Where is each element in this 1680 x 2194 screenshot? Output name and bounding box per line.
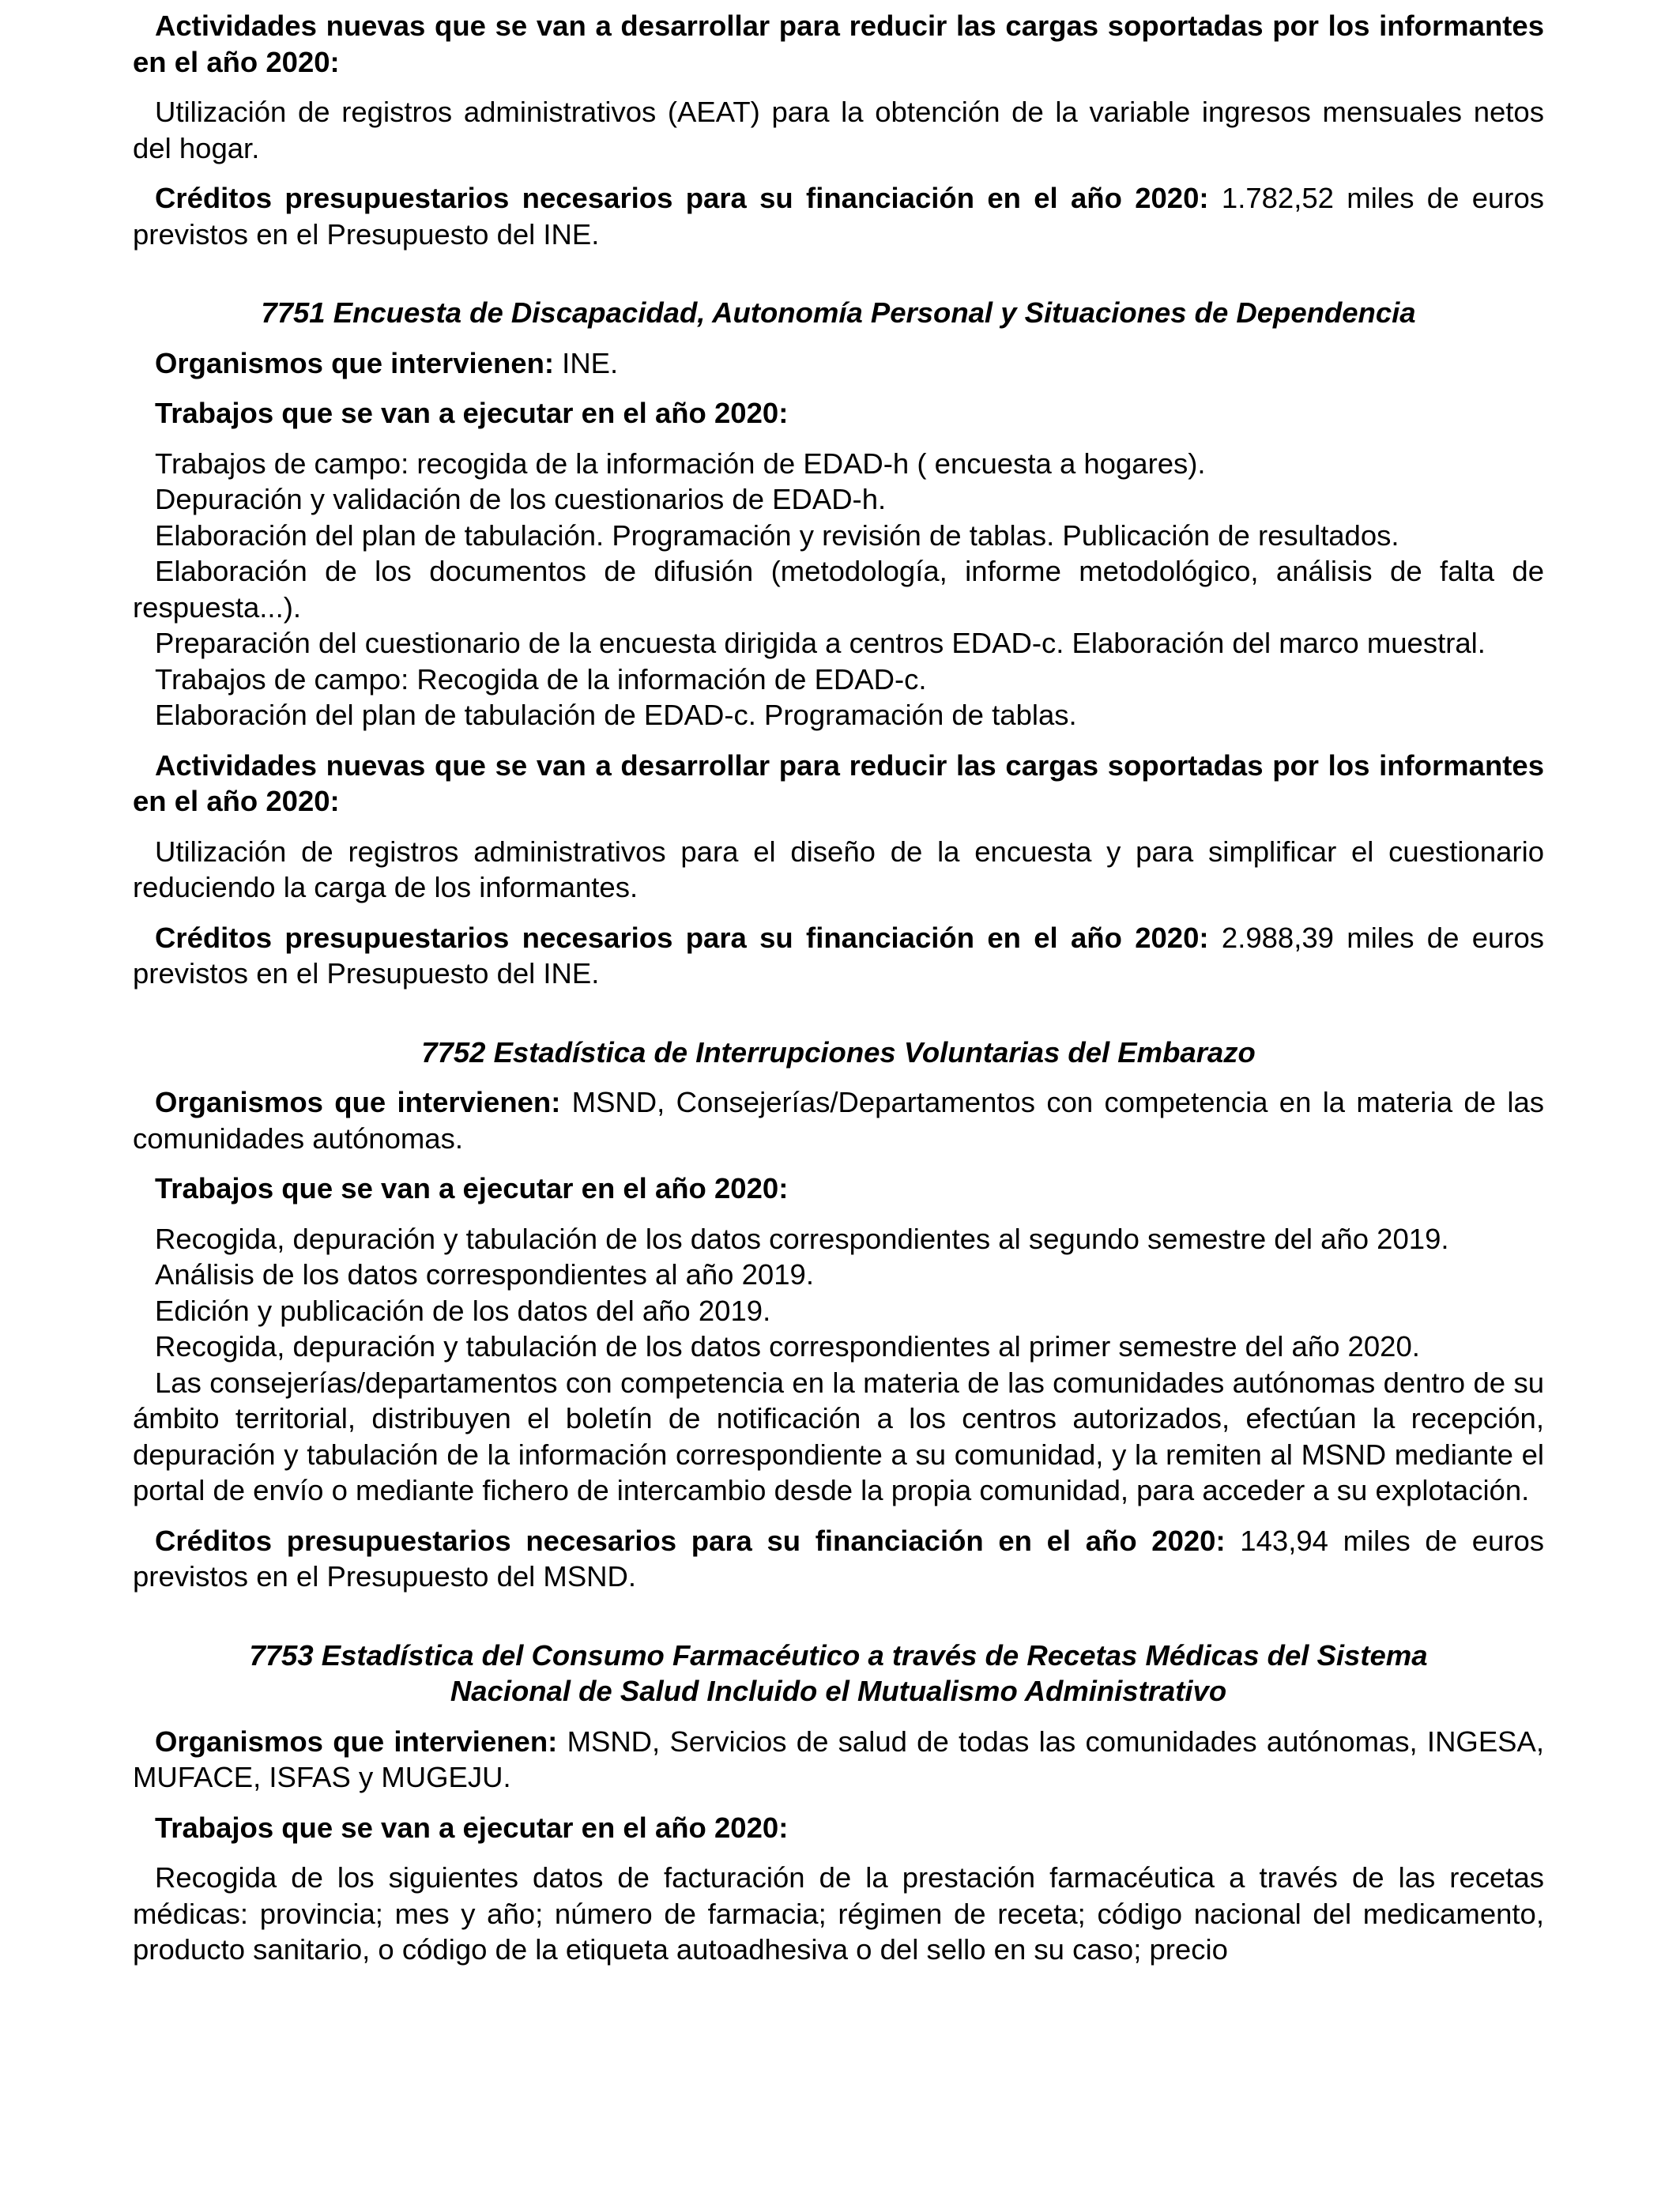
list-item: Edición y publicación de los datos del año 2019. xyxy=(155,1294,771,1327)
section-title-7751: 7751 Encuesta de Discapacidad, Autonomía Personal y Situaciones de Dependencia xyxy=(261,296,1416,329)
creditos-label: Créditos presupuestarios necesarios para su financiación en el año 2020: xyxy=(155,182,1209,214)
organismos-value: MSND, Consejerías/Departamentos con competencia en la materia de las comunidades autónomas. xyxy=(133,1086,1544,1155)
section-title-7753 xyxy=(133,1638,1544,1710)
creditos-label: Créditos presupuestarios necesarios para su financiación en el año 2020: xyxy=(155,1524,1226,1557)
creditos-paragraph xyxy=(133,1523,1544,1595)
actividades-heading: Actividades nuevas que se van a desarrollar para reducir las cargas soportadas por los informantes en el año 2020: xyxy=(133,9,1544,78)
creditos-paragraph xyxy=(133,920,1544,992)
creditos-value: 2.988,39 miles de euros previstos en el Presupuesto del INE. xyxy=(133,921,1545,990)
list-item: Análisis de los datos correspondientes al año 2019. xyxy=(155,1258,814,1291)
organismos-label: Organismos que intervienen: xyxy=(155,1725,558,1758)
list-item: Preparación del cuestionario de la encuesta dirigida a centros EDAD-c. Elaboración del marco muestral. xyxy=(155,627,1486,659)
actividades-heading: Actividades nuevas que se van a desarrollar para reducir las cargas soportadas por los informantes en el año 2020: xyxy=(133,748,1544,817)
creditos-value: 1.782,52 miles de euros previstos en el Presupuesto del INE. xyxy=(133,182,1545,251)
trabajos-list xyxy=(133,1221,1544,1509)
actividades-text: Utilización de registros administrativos para el diseño de la encuesta y para simplificar el cuestionario reduciendo la carga de los informantes. xyxy=(133,835,1544,903)
list-item: Elaboración de los documentos de difusión (metodología, informe metodológico, análisis de falta de respuesta...). xyxy=(133,555,1544,624)
list-item: Recogida de los siguientes datos de facturación de la prestación farmacéutica a través de las recetas médicas: provincia; mes y año; número de farmacia; régimen de receta; código nacional del medicamento, producto sanitario, o código de la etiqueta autoadhesiva o del sello en su caso; precio xyxy=(133,1861,1544,1966)
organismos-paragraph xyxy=(133,1724,1544,1796)
section-title-7752: 7752 Estadística de Interrupciones Voluntarias del Embarazo xyxy=(421,1035,1256,1069)
trabajos-heading: Trabajos que se van a ejecutar en el año 2020: xyxy=(155,1172,789,1204)
trabajos-heading: Trabajos que se van a ejecutar en el año 2020: xyxy=(155,397,789,429)
creditos-label: Créditos presupuestarios necesarios para su financiación en el año 2020: xyxy=(155,921,1209,954)
trabajos-heading: Trabajos que se van a ejecutar en el año 2020: xyxy=(155,1811,789,1844)
trabajos-list xyxy=(133,1860,1544,1968)
list-item: Elaboración del plan de tabulación de EDAD-c. Programación de tablas. xyxy=(155,699,1077,731)
section-title-line: 7753 Estadística del Consumo Farmacéutico a través de Recetas Médicas del Sistema xyxy=(249,1638,1428,1672)
organismos-label: Organismos que intervienen: xyxy=(155,346,555,379)
organismos-value: MSND, Servicios de salud de todas las comunidades autónomas, INGESA, MUFACE, ISFAS y MUGEJU. xyxy=(133,1725,1545,1793)
list-item: Elaboración del plan de tabulación. Programación y revisión de tablas. Publicación de resultados. xyxy=(155,518,1399,552)
actividades-text: Utilización de registros administrativos (AEAT) para la obtención de la variable ingresos mensuales netos del hogar. xyxy=(133,96,1544,164)
creditos-value: 143,94 miles de euros previstos en el Presupuesto del MSND. xyxy=(133,1524,1544,1593)
list-item: Las consejerías/departamentos con competencia en la materia de las comunidades autónomas dentro de su ámbito territorial, distribuyen el boletín de notificación a los centros autorizados, efectúan la recepción, depuración y tabulación de la información correspondiente a su comunidad, y la remiten al MSND mediante el portal de envío o mediante fichero de intercambio desde la propia comunidad, para acceder a su explotación. xyxy=(133,1366,1544,1506)
organismos-paragraph xyxy=(133,1084,1544,1156)
organismos-value: INE. xyxy=(554,346,619,379)
creditos-paragraph xyxy=(133,180,1544,252)
list-item: Trabajos de campo: recogida de la información de EDAD-h ( encuesta a hogares). xyxy=(155,447,1206,480)
trabajos-list xyxy=(133,446,1544,733)
organismos-label: Organismos que intervienen: xyxy=(155,1086,561,1118)
list-item: Depuración y validación de los cuestionarios de EDAD-h. xyxy=(155,483,887,515)
organismos-paragraph xyxy=(133,345,1544,382)
list-item: Trabajos de campo: Recogida de la información de EDAD-c. xyxy=(155,662,927,696)
list-item: Recogida, depuración y tabulación de los datos correspondientes al primer semestre del año 2020. xyxy=(155,1330,1420,1363)
document-page xyxy=(133,8,1544,1968)
section-title-line: Nacional de Salud Incluido el Mutualismo Administrativo xyxy=(450,1675,1227,1707)
list-item: Recogida, depuración y tabulación de los datos correspondientes al segundo semestre del año 2019. xyxy=(155,1222,1449,1255)
